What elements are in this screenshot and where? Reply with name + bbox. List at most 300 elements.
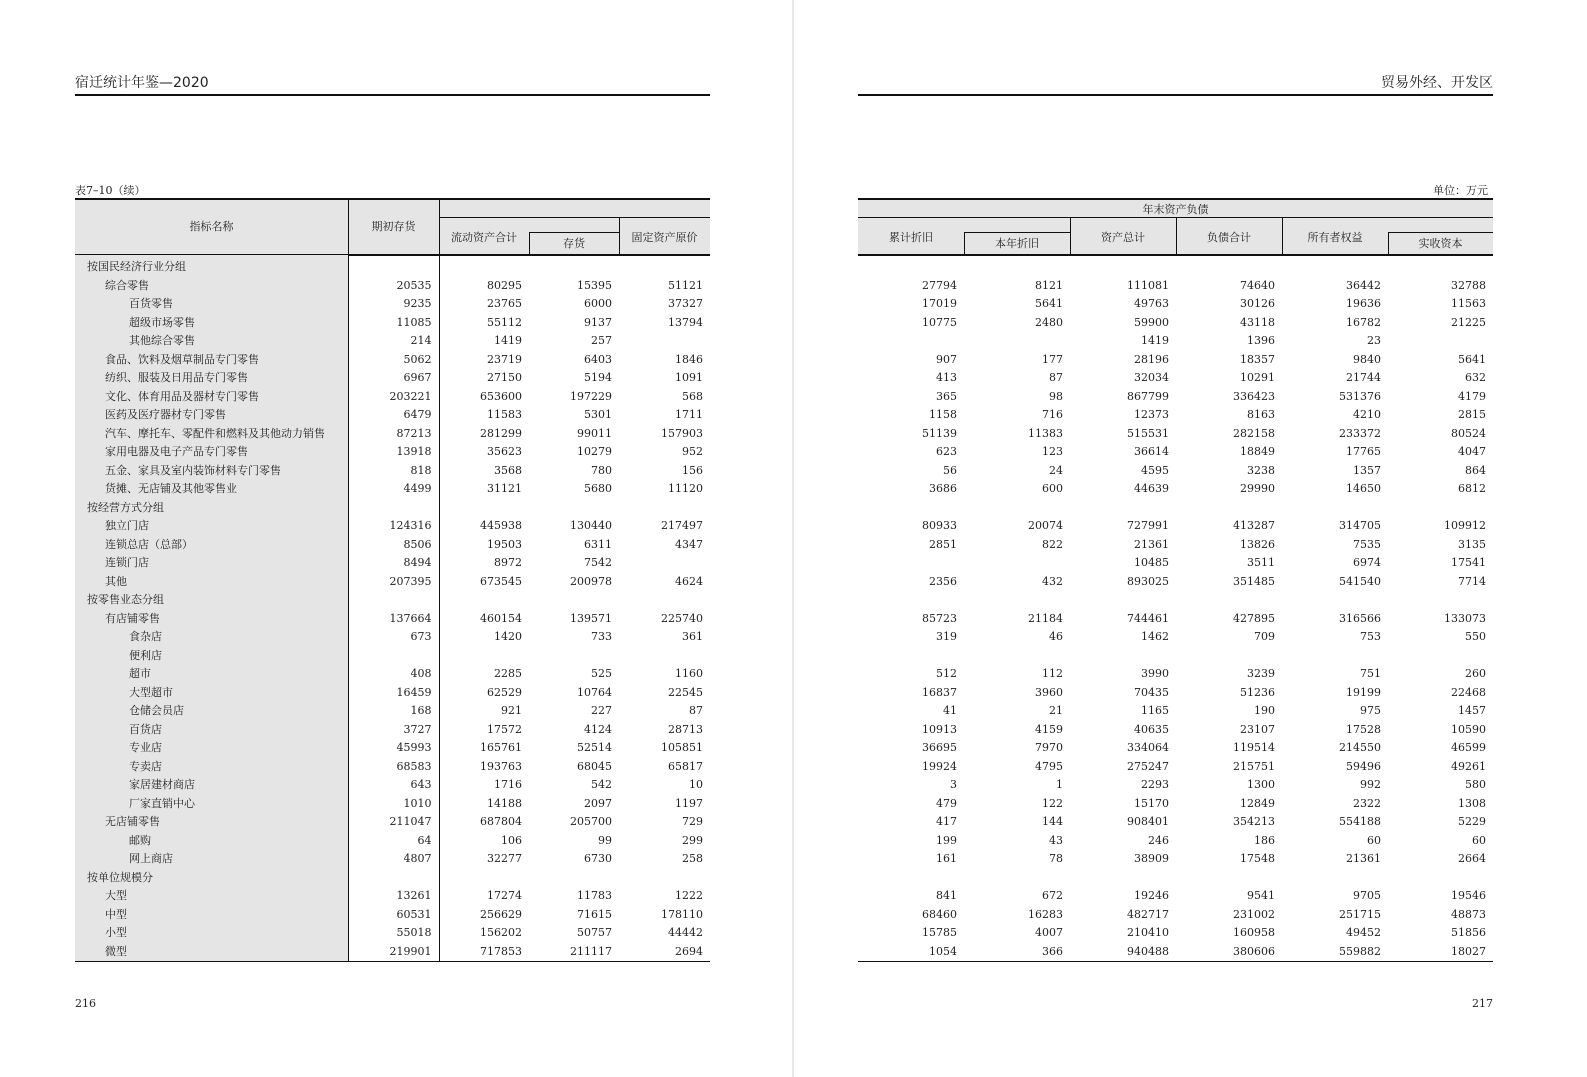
cell-value: 5301 [584,408,612,421]
cell-value: 17572 [487,722,522,736]
right-header-top-rule [858,198,1493,200]
table-row [858,684,1493,703]
cell-value: 908401 [1127,815,1169,828]
left-inventory-rule [529,232,619,233]
header-opening-inventory: 期初存货 [371,220,416,233]
cell-value: 157903 [661,426,703,440]
row-label: 连锁总店（总部） [75,536,348,555]
table-row [75,499,710,518]
cell-value: 130440 [570,519,612,532]
table-row [858,554,1493,573]
cell-value: 952 [682,445,703,458]
row-label: 中型 [75,906,348,925]
cell-value: 256629 [480,907,522,921]
cell-value: 432 [1042,574,1063,588]
row-label: 食杂店 [75,628,348,647]
cell-value: 12849 [1240,796,1275,810]
table-row [858,517,1493,536]
cell-value: 16837 [922,685,957,699]
table-row [858,776,1493,795]
cell-value: 8506 [348,536,439,555]
cell-value: 413 [936,371,957,384]
cell-value: 780 [591,463,612,477]
cell-value [619,332,710,351]
row-label: 医药及医疗器材专门零售 [75,406,348,425]
cell-value: 8121 [1035,278,1063,292]
cell-value [1388,332,1493,351]
cell-value: 867799 [1127,389,1169,403]
cell-value: 717853 [439,943,529,962]
cell-value: 818 [348,462,439,481]
cell-value [1388,591,1493,610]
cell-value: 4807 [348,850,439,869]
row-label: 独立门店 [75,517,348,536]
table-row [858,480,1493,499]
cell-value: 1300 [1247,778,1275,791]
cell-value: 6812 [1458,482,1486,495]
right-page [793,0,1587,1077]
cell-value: 137664 [348,610,439,629]
cell-value: 225740 [661,611,703,625]
cell-value: 6000 [584,297,612,310]
table-row [858,369,1493,388]
cell-value: 413287 [1233,519,1275,532]
table-row [75,850,710,869]
cell-value: 822 [1042,537,1063,551]
cell-value: 1010 [348,795,439,814]
cell-value: 515531 [1127,426,1169,440]
cell-value: 1846 [675,352,703,366]
right-vline-5 [1388,232,1389,254]
cell-value: 3727 [348,721,439,740]
cell-value [1282,869,1388,888]
cell-value: 1419 [494,334,522,347]
cell-value: 864 [1465,463,1486,477]
cell-value [858,647,964,666]
cell-value [439,591,529,610]
cell-value [348,255,439,277]
table-row [858,850,1493,869]
cell-value: 1160 [675,667,703,680]
cell-value: 43 [1049,833,1063,847]
cell-value: 123 [1042,445,1063,458]
cell-value: 11383 [1028,426,1063,440]
cell-value: 992 [1360,778,1381,791]
cell-value: 13826 [1240,537,1275,551]
cell-value: 78 [1049,852,1063,865]
cell-value: 512 [936,667,957,680]
cell-value: 13794 [668,315,703,329]
cell-value [529,255,619,277]
cell-value: 64 [348,832,439,851]
cell-value: 427895 [1233,611,1275,625]
cell-value: 380606 [1176,943,1282,962]
row-label: 百货零售 [75,295,348,314]
cell-value: 3568 [494,463,522,477]
cell-value: 68460 [922,907,957,921]
table-row [75,647,710,666]
cell-value: 46 [1049,630,1063,643]
left-data-table [75,255,710,962]
cell-value [529,591,619,610]
row-label: 其他综合零售 [75,332,348,351]
cell-value: 74640 [1240,278,1275,292]
cell-value: 5641 [1458,352,1486,366]
cell-value [964,332,1070,351]
cell-value: 531376 [1339,389,1381,403]
table-row [75,388,710,407]
cell-value: 709 [1254,630,1275,643]
cell-value: 186 [1254,833,1275,847]
table-row [858,591,1493,610]
cell-value: 4795 [1035,759,1063,773]
table-row [75,332,710,351]
cell-value [1388,255,1493,277]
row-label: 仓储会员店 [75,702,348,721]
table-row [858,758,1493,777]
page-number-left: 216 [75,997,96,1010]
table-row [75,425,710,444]
cell-value: 51139 [922,426,957,440]
page-number-right: 217 [1472,997,1493,1010]
cell-value: 2664 [1458,852,1486,865]
cell-value: 417 [936,815,957,828]
row-label: 汽车、摩托车、零配件和燃料及其他动力销售 [75,425,348,444]
row-label: 五金、家具及室内装饰材料专门零售 [75,462,348,481]
cell-value: 27794 [922,278,957,292]
table-row [858,906,1493,925]
cell-value: 975 [1360,704,1381,717]
cell-value: 199 [936,833,957,847]
cell-value: 17541 [1451,556,1486,569]
header-accum-depreciation: 累计折旧 [889,231,933,244]
cell-value: 44442 [668,926,703,939]
cell-value: 133073 [1444,611,1486,625]
cell-value: 49763 [1134,297,1169,310]
left-header-subrule [439,217,710,218]
cell-value: 1054 [858,943,964,962]
cell-value [858,499,964,518]
cell-value: 68045 [577,759,612,773]
table-row [75,869,710,888]
cell-value [964,499,1070,518]
table-row [75,628,710,647]
cell-value: 21744 [1346,371,1381,384]
cell-value: 214 [348,332,439,351]
cell-value: 3239 [1247,667,1275,680]
table-row [858,573,1493,592]
cell-value: 124316 [348,517,439,536]
cell-value: 568 [682,389,703,403]
cell-value: 246 [1148,833,1169,847]
cell-value: 60 [1472,833,1486,847]
cell-value: 8163 [1247,408,1275,421]
cell-value: 3238 [1247,463,1275,477]
cell-value: 85723 [922,611,957,625]
cell-value: 11563 [1451,297,1486,310]
cell-value: 542 [591,778,612,791]
cell-value [1070,647,1176,666]
cell-value: 144 [1042,815,1063,828]
cell-value: 5062 [348,351,439,370]
cell-value [1388,647,1493,666]
cell-value: 1711 [675,408,703,421]
cell-value: 351485 [1233,574,1275,588]
cell-value [858,869,964,888]
cell-value: 316566 [1339,611,1381,625]
running-title-right: 贸易外经、开发区 [1381,75,1493,91]
cell-value [964,647,1070,666]
cell-value: 744461 [1127,611,1169,625]
cell-value: 623 [936,445,957,458]
header-current-assets: 流动资产合计 [451,231,517,244]
cell-value: 87 [689,704,703,717]
cell-value: 17528 [1346,722,1381,736]
table-row [75,554,710,573]
row-label: 大型超市 [75,684,348,703]
cell-value: 60531 [348,906,439,925]
cell-value: 299 [682,833,703,847]
row-label: 食品、饮料及烟草制品专门零售 [75,351,348,370]
row-label: 厂家直销中心 [75,795,348,814]
running-title-left: 宿迁统计年鉴—2020 [75,75,209,91]
cell-value: 5641 [1035,297,1063,310]
table-row [858,628,1493,647]
cell-value: 2322 [1353,796,1381,810]
cell-value: 9705 [1353,889,1381,902]
cell-value: 716 [1042,408,1063,421]
cell-value: 365 [936,389,957,403]
cell-value: 10 [689,778,703,791]
cell-value: 751 [1360,667,1381,680]
row-label: 网上商店 [75,850,348,869]
cell-value: 729 [682,815,703,828]
cell-value: 30126 [1240,297,1275,310]
cell-value [1388,499,1493,518]
cell-value: 1222 [675,889,703,902]
cell-value: 219901 [348,943,439,962]
row-label: 百货店 [75,721,348,740]
cell-value: 17274 [487,889,522,902]
cell-value [619,255,710,277]
cell-value: 19246 [1134,889,1169,902]
header-fixed-assets: 固定资产原价 [631,231,698,244]
cell-value: 59496 [1346,759,1381,773]
cell-value: 105851 [661,741,703,754]
cell-value: 156 [682,463,703,477]
cell-value: 211047 [348,813,439,832]
cell-value: 672 [1042,889,1063,902]
cell-value [858,591,964,610]
table-row [858,832,1493,851]
cell-value: 205700 [570,815,612,828]
table-row [858,443,1493,462]
cell-value: 99011 [577,426,612,440]
cell-value: 112 [1042,667,1063,680]
cell-value: 50757 [577,926,612,939]
cell-value: 122 [1042,796,1063,810]
left-table-header [75,198,710,254]
row-label: 按经营方式分组 [75,499,348,518]
cell-value: 19924 [922,759,957,773]
table-row [858,351,1493,370]
cell-value: 334064 [1127,741,1169,754]
header-paid-in-capital: 实收资本 [1418,237,1463,250]
table-row [858,610,1493,629]
cell-value: 479 [936,796,957,810]
cell-value: 177 [1042,352,1063,366]
cell-value: 6403 [584,352,612,366]
cell-value [964,554,1070,573]
cell-value: 11085 [348,314,439,333]
cell-value: 36614 [1134,445,1169,458]
cell-value: 203221 [348,388,439,407]
cell-value: 600 [1042,482,1063,495]
table-row [858,462,1493,481]
cell-value [439,869,529,888]
cell-value: 52514 [577,741,612,754]
cell-value: 9137 [584,315,612,329]
cell-value: 4624 [675,574,703,588]
cell-value: 19546 [1451,889,1486,902]
table-row [75,887,710,906]
cell-value: 22545 [668,685,703,699]
header-balance-group: 年末资产负债 [1142,203,1209,216]
cell-value: 10764 [577,685,612,699]
cell-value: 13261 [348,887,439,906]
cell-value: 23719 [487,352,522,366]
cell-value: 9840 [1353,352,1381,366]
table-row [75,721,710,740]
cell-value [348,869,439,888]
cell-value [1070,869,1176,888]
cell-value: 55112 [487,315,522,329]
cell-value: 161 [936,852,957,865]
cell-value: 17019 [922,297,957,310]
cell-value: 44639 [1134,482,1169,495]
cell-value: 7714 [1458,574,1486,588]
cell-value: 109912 [1444,519,1486,532]
row-label: 小型 [75,924,348,943]
cell-value [858,255,964,277]
cell-value: 2851 [929,537,957,551]
cell-value [1282,647,1388,666]
cell-value: 17765 [1346,445,1381,458]
left-vline-3 [529,232,530,254]
table-row [858,813,1493,832]
cell-value: 4595 [1141,463,1169,477]
cell-value: 6730 [584,852,612,865]
cell-value: 71615 [577,907,612,921]
cell-value: 482717 [1127,907,1169,921]
table-row [858,255,1493,277]
left-vline-2 [439,198,440,254]
row-label: 超市 [75,665,348,684]
cell-value: 18357 [1240,352,1275,366]
cell-value: 36442 [1346,278,1381,292]
cell-value: 48873 [1451,907,1486,921]
cell-value [1176,255,1282,277]
cell-value: 841 [936,889,957,902]
table-row [75,610,710,629]
cell-value: 11783 [577,889,612,902]
cell-value: 11120 [668,482,703,495]
cell-value: 27150 [487,371,522,384]
cell-value: 32277 [487,852,522,865]
left-vline-4 [619,217,620,254]
cell-value: 10279 [577,445,612,458]
cell-value: 80933 [922,519,957,532]
cell-value: 14188 [487,796,522,810]
table-row [858,425,1493,444]
header-name: 指标名称 [189,220,234,233]
cell-value [1176,591,1282,610]
table-row [75,573,710,592]
cell-value: 1420 [494,630,522,643]
table-row [858,739,1493,758]
header-total-liabilities: 负债合计 [1207,231,1251,244]
table-row [858,388,1493,407]
cell-value: 4499 [348,480,439,499]
cell-value: 23765 [487,297,522,310]
cell-value: 227 [591,704,612,717]
cell-value: 11583 [487,408,522,421]
cell-value: 23 [1367,334,1381,347]
cell-value [439,255,529,277]
cell-value: 907 [936,352,957,366]
cell-value: 21225 [1451,315,1486,329]
cell-value: 1308 [1458,796,1486,810]
cell-value: 554188 [1339,815,1381,828]
cell-value: 70435 [1134,685,1169,699]
cell-value: 3990 [1141,667,1169,680]
cell-value [964,255,1070,277]
right-capital-rule [1388,232,1493,233]
cell-value: 87 [1049,371,1063,384]
row-label: 按单位规模分 [75,869,348,888]
cell-value: 190 [1254,704,1275,717]
cell-value: 80524 [1451,426,1486,440]
cell-value: 7542 [584,556,612,569]
cell-value: 354213 [1233,815,1275,828]
table-row [75,924,710,943]
cell-value: 6311 [584,537,612,551]
cell-value: 55018 [348,924,439,943]
cell-value [439,499,529,518]
cell-value: 16283 [1028,907,1063,921]
cell-value [1388,869,1493,888]
cell-value: 6479 [348,406,439,425]
row-label: 专卖店 [75,758,348,777]
cell-value: 49261 [1451,759,1486,773]
cell-value [1282,255,1388,277]
cell-value [858,554,964,573]
cell-value: 2097 [584,796,612,810]
cell-value: 1716 [494,778,522,791]
table-row [75,536,710,555]
cell-value: 1 [1056,778,1063,791]
cell-value: 3 [950,778,957,791]
cell-value: 260 [1465,667,1486,680]
cell-value: 19199 [1346,685,1381,699]
cell-value: 65817 [668,759,703,773]
cell-value: 3686 [929,482,957,495]
cell-value: 35623 [487,445,522,458]
row-label: 微型 [75,943,348,962]
cell-value: 251715 [1339,907,1381,921]
cell-value: 28196 [1134,352,1169,366]
cell-value: 408 [348,665,439,684]
